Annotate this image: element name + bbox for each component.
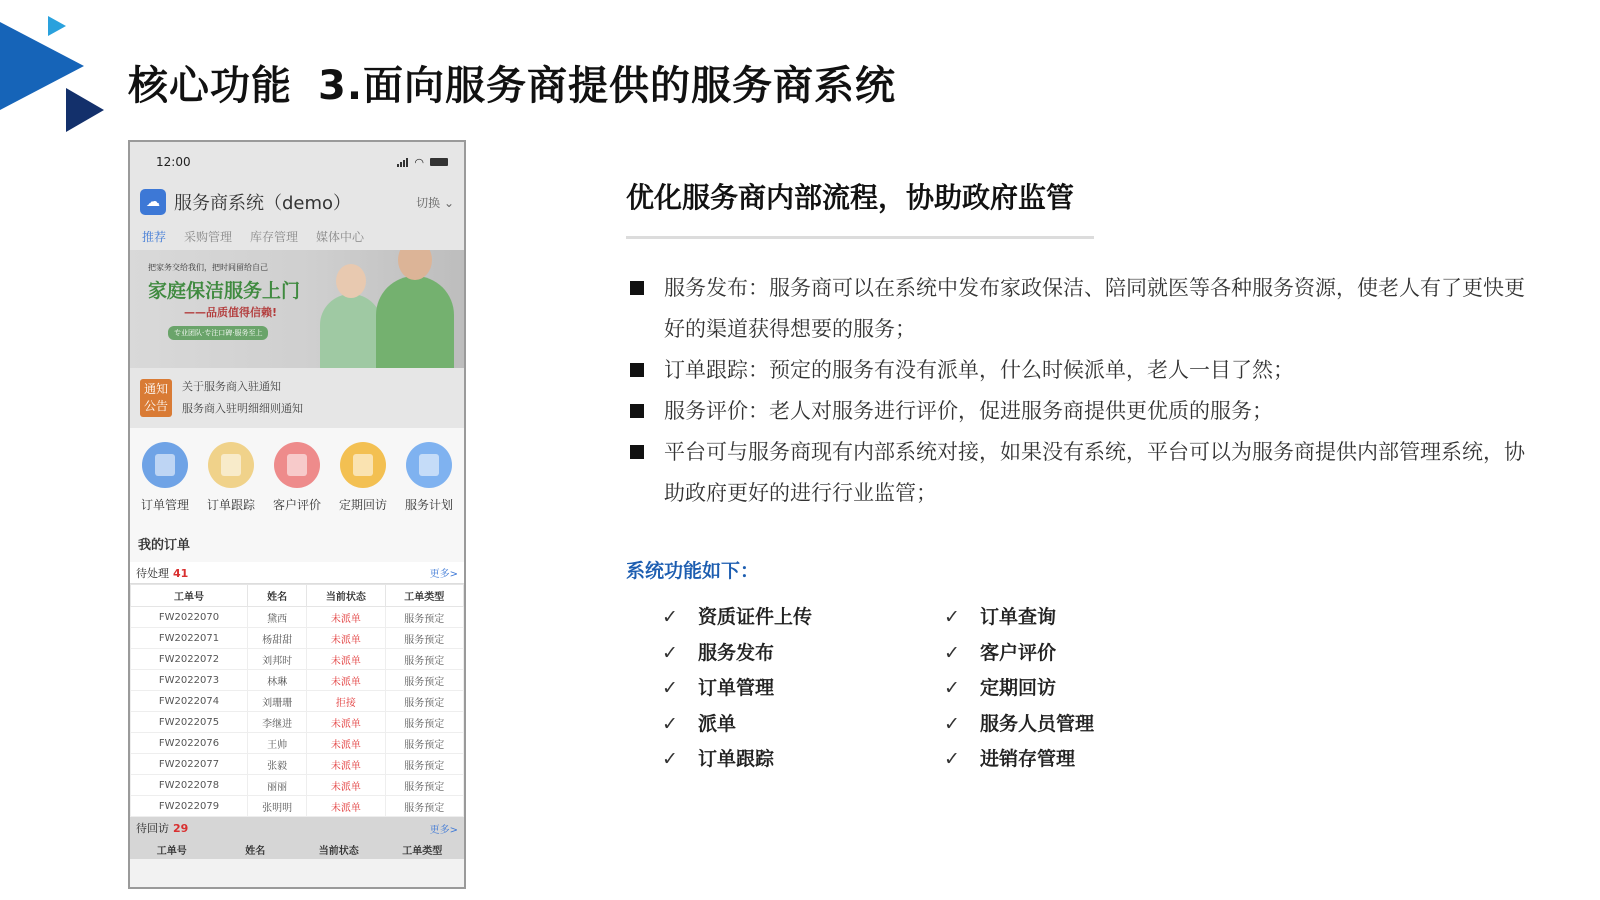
- order-type-cell: 服务预定: [385, 670, 463, 691]
- table-row[interactable]: [131, 775, 464, 796]
- status-cell: 未派单: [307, 754, 385, 775]
- tab-media[interactable]: 媒体中心: [316, 229, 365, 244]
- column-header: 工单类型: [385, 585, 463, 607]
- pending-header: [130, 562, 464, 584]
- order-id-cell: FW2022072: [131, 649, 248, 670]
- order-id-cell: FW2022071: [131, 628, 248, 649]
- check-icon: ✓: [944, 677, 960, 699]
- order-id-cell: FW2022076: [131, 733, 248, 754]
- function-item: [944, 742, 1094, 778]
- feature-order-tracking[interactable]: [200, 442, 262, 524]
- orders-table: [130, 584, 464, 817]
- check-icon: ✓: [944, 748, 960, 770]
- app-tabs: [130, 222, 464, 250]
- order-id-cell: FW2022078: [131, 775, 248, 796]
- notice-item[interactable]: 服务商入驻明细细则通知: [182, 402, 303, 415]
- status-cell: 未派单: [307, 670, 385, 691]
- column-header: 工单类型: [402, 845, 443, 857]
- clipboard-icon: [406, 442, 452, 488]
- order-type-cell: 服务预定: [385, 796, 463, 817]
- order-type-cell: 服务预定: [385, 649, 463, 670]
- status-cell: 未派单: [307, 796, 385, 817]
- customer-name-cell: 张毅: [247, 754, 306, 775]
- feature-customer-review[interactable]: [266, 442, 328, 524]
- section-subtitle: 优化服务商内部流程，协助政府监管: [626, 181, 1075, 214]
- decor-triangle-dark: [66, 88, 104, 132]
- bullet-item: 服务评价：老人对服务进行评价，促进服务商提供更优质的服务；: [628, 391, 1528, 432]
- chevron-down-icon: ⌄: [443, 195, 454, 210]
- customer-name-cell: 林琳: [247, 670, 306, 691]
- column-header: 姓名: [247, 585, 306, 607]
- function-item: [944, 707, 1094, 743]
- table-row[interactable]: [131, 754, 464, 775]
- status-cell: 未派单: [307, 775, 385, 796]
- functions-title: 系统功能如下：: [626, 560, 760, 582]
- notice-badge-line2: 公告: [143, 399, 168, 413]
- switch-button[interactable]: [416, 194, 454, 211]
- check-icon: ✓: [662, 748, 678, 770]
- signal-icon: [397, 157, 408, 167]
- revisit-columns: [130, 839, 464, 859]
- customer-name-cell: 杨甜甜: [247, 628, 306, 649]
- banner-person-man: [376, 276, 454, 368]
- check-icon: ✓: [944, 606, 960, 628]
- functions-column-1: [662, 600, 812, 778]
- notice-section[interactable]: [130, 368, 464, 428]
- check-icon: ✓: [944, 641, 960, 664]
- order-type-cell: 服务预定: [385, 691, 463, 712]
- function-label: 服务发布: [698, 641, 775, 664]
- function-item: [944, 600, 1094, 636]
- table-row[interactable]: [131, 607, 464, 628]
- feature-revisit[interactable]: [332, 442, 394, 524]
- function-item: [662, 600, 812, 636]
- phone-mockup: [128, 140, 466, 889]
- notice-badge: [140, 379, 172, 417]
- order-type-cell: 服务预定: [385, 712, 463, 733]
- pending-count: 41: [173, 566, 189, 580]
- promo-banner[interactable]: [130, 250, 464, 368]
- check-icon: ✓: [662, 606, 678, 628]
- binders-icon: [208, 442, 254, 488]
- function-item: [944, 636, 1094, 672]
- status-bar: [130, 142, 464, 182]
- customer-name-cell: 黛西: [247, 607, 306, 628]
- order-id-cell: FW2022070: [131, 607, 248, 628]
- orders-title: 我的订单: [130, 524, 464, 562]
- order-id-cell: FW2022073: [131, 670, 248, 691]
- title-part-2: 3.面向服务商提供的服务商系统: [318, 63, 897, 109]
- slide-title: [128, 54, 896, 111]
- function-item: [944, 671, 1094, 707]
- banner-sub-text: ——品质值得信赖!: [184, 306, 278, 319]
- function-label: 定期回访: [980, 677, 1057, 699]
- feature-icon-row: [130, 428, 464, 524]
- function-label: 客户评价: [980, 641, 1057, 664]
- revisit-count: 29: [173, 822, 189, 835]
- customer-name-cell: 刘邦时: [247, 649, 306, 670]
- function-label: 订单查询: [980, 606, 1057, 628]
- feature-label: 定期回访: [338, 498, 387, 512]
- org-chart-icon: [142, 442, 188, 488]
- banner-small-text: 把家务交给我们，把时间留给自己: [148, 263, 268, 272]
- notice-item[interactable]: 关于服务商入驻通知: [182, 380, 281, 393]
- function-item: [662, 671, 812, 707]
- family-icon: [340, 442, 386, 488]
- status-cell: 未派单: [307, 628, 385, 649]
- order-type-cell: 服务预定: [385, 607, 463, 628]
- check-icon: ✓: [662, 712, 678, 735]
- function-item: [662, 636, 812, 672]
- customer-name-cell: 丽丽: [247, 775, 306, 796]
- revisit-header: [130, 817, 464, 839]
- table-row[interactable]: [131, 796, 464, 817]
- order-id-cell: FW2022074: [131, 691, 248, 712]
- bullet-list: [628, 268, 1528, 514]
- function-label: 进销存管理: [980, 748, 1076, 770]
- order-id-cell: FW2022075: [131, 712, 248, 733]
- feature-label: 订单跟踪: [206, 498, 255, 512]
- status-cell: 未派单: [307, 649, 385, 670]
- column-header: 当前状态: [318, 845, 359, 857]
- function-label: 订单跟踪: [698, 748, 775, 770]
- feature-label: 服务计划: [404, 498, 453, 512]
- banner-pill: 专业团队·专注口碑·服务至上: [168, 326, 268, 340]
- status-cell: 未派单: [307, 607, 385, 628]
- status-time: 12:00: [156, 155, 191, 169]
- table-row[interactable]: [131, 670, 464, 691]
- function-label: 资质证件上传: [698, 606, 813, 628]
- status-cell: 拒接: [307, 691, 385, 712]
- pending-label: 待处理: [136, 566, 169, 580]
- tab-recommend[interactable]: 推荐: [142, 229, 167, 244]
- check-icon: ✓: [662, 677, 678, 699]
- cloud-logo-icon: ☁: [140, 189, 166, 215]
- column-header: 工单号: [131, 585, 248, 607]
- banner-main-text: 家庭保洁服务上门: [148, 280, 301, 302]
- banner-person-woman: [320, 294, 382, 368]
- table-row[interactable]: [131, 649, 464, 670]
- function-label: 服务人员管理: [980, 712, 1095, 735]
- column-header: 工单号: [156, 845, 187, 857]
- bullet-item: 订单跟踪：预定的服务有没有派单，什么时候派单，老人一目了然；: [628, 350, 1528, 391]
- app-header: [130, 182, 464, 222]
- function-item: [662, 742, 812, 778]
- order-id-cell: FW2022079: [131, 796, 248, 817]
- feature-order-management[interactable]: [134, 442, 196, 524]
- feature-service-plan[interactable]: [398, 442, 460, 524]
- feature-label: 订单管理: [140, 498, 189, 512]
- pending-more-link[interactable]: 更多>: [429, 569, 458, 580]
- customer-name-cell: 张明明: [247, 796, 306, 817]
- order-type-cell: 服务预定: [385, 775, 463, 796]
- order-id-cell: FW2022077: [131, 754, 248, 775]
- bullet-item: 平台可与服务商现有内部系统对接，如果没有系统，平台可以为服务商提供内部管理系统，协助政府更好的进行行业监管；: [628, 432, 1528, 514]
- battery-icon: [430, 158, 448, 166]
- check-icon: ✓: [944, 712, 960, 735]
- ballot-box-icon: [274, 442, 320, 488]
- table-row[interactable]: [131, 691, 464, 712]
- order-type-cell: 服务预定: [385, 733, 463, 754]
- status-cell: 未派单: [307, 712, 385, 733]
- column-header: 姓名: [245, 845, 266, 857]
- customer-name-cell: 刘珊珊: [247, 691, 306, 712]
- order-type-cell: 服务预定: [385, 754, 463, 775]
- function-label: 派单: [698, 712, 737, 735]
- functions-column-2: [944, 600, 1094, 778]
- table-row[interactable]: [131, 628, 464, 649]
- function-item: [662, 707, 812, 743]
- check-icon: ✓: [662, 641, 678, 664]
- order-type-cell: 服务预定: [385, 628, 463, 649]
- table-row[interactable]: [131, 733, 464, 754]
- tab-inventory[interactable]: 库存管理: [250, 229, 299, 244]
- feature-label: 客户评价: [272, 498, 321, 512]
- column-header: 当前状态: [307, 585, 385, 607]
- divider: [626, 236, 1094, 239]
- revisit-section: [130, 817, 464, 859]
- notice-badge-line1: 通知: [143, 382, 168, 396]
- revisit-more-link[interactable]: 更多>: [429, 824, 458, 836]
- switch-label: 切换: [416, 195, 441, 210]
- customer-name-cell: 王帅: [247, 733, 306, 754]
- tab-purchase[interactable]: 采购管理: [184, 229, 233, 244]
- app-title: 服务商系统（demo）: [174, 193, 352, 214]
- bullet-item: 服务发布：服务商可以在系统中发布家政保洁、陪同就医等各种服务资源，使老人有了更快更好的渠道获得想要的服务；: [628, 268, 1528, 350]
- wifi-icon: ◠: [414, 155, 424, 169]
- table-row[interactable]: [131, 712, 464, 733]
- customer-name-cell: 李继进: [247, 712, 306, 733]
- revisit-label: 待回访: [136, 822, 169, 835]
- title-part-1: 核心功能: [128, 63, 292, 109]
- function-label: 订单管理: [698, 677, 775, 699]
- status-cell: 未派单: [307, 733, 385, 754]
